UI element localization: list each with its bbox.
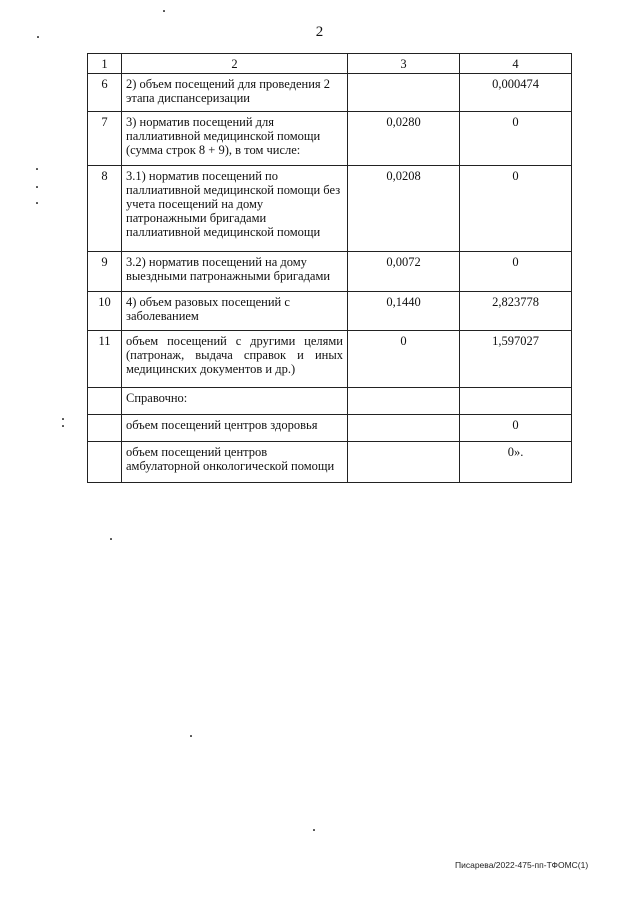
scan-speck (163, 10, 165, 12)
row-value-col4: 0,000474 (460, 74, 572, 112)
row-value-col4: 0». (460, 442, 572, 483)
table-header-row (88, 54, 572, 74)
table-row (88, 74, 572, 112)
scan-speck (36, 202, 38, 204)
row-value-col3 (348, 74, 460, 112)
row-value-col4: 0 (460, 252, 572, 292)
table-row (88, 415, 572, 442)
row-description: 3) норматив посещений для паллиативной медицинской помощи (сумма строк 8 + 9), в том числе: (122, 112, 348, 166)
row-value-col4: 0 (460, 415, 572, 442)
row-number: 7 (88, 112, 122, 166)
scan-speck (110, 538, 112, 540)
scan-speck (36, 186, 38, 188)
header-col-2: 2 (122, 54, 348, 74)
row-value-col3: 0,0208 (348, 166, 460, 252)
row-number (88, 388, 122, 415)
scan-speck (62, 418, 64, 420)
row-description: объем посещений центров здоровья (122, 415, 348, 442)
table-row (88, 292, 572, 331)
scan-speck (62, 425, 64, 427)
row-number: 8 (88, 166, 122, 252)
table-row (88, 331, 572, 388)
row-description: объем посещений центров амбулаторной онкологической помощи (122, 442, 348, 483)
document-id-footer: Писарева/2022-475-пп-ТФОМС(1) (455, 860, 589, 870)
header-col-4: 4 (460, 54, 572, 74)
row-number: 11 (88, 331, 122, 388)
row-value-col3: 0 (348, 331, 460, 388)
scan-speck (190, 735, 192, 737)
row-value-col3 (348, 415, 460, 442)
row-value-col4: 0 (460, 166, 572, 252)
table-row (88, 166, 572, 252)
row-description: Справочно: (122, 388, 348, 415)
row-description: 3.2) норматив посещений на дому выездными патронажными бригадами (122, 252, 348, 292)
row-value-col3 (348, 388, 460, 415)
row-value-col4: 2,823778 (460, 292, 572, 331)
row-description: объем посещений с другими целями (патронаж, выдача справок и иных медицинских документов и др.) (122, 331, 348, 388)
row-value-col3: 0,0280 (348, 112, 460, 166)
row-value-col4: 0 (460, 112, 572, 166)
row-description: 4) объем разовых посещений с заболеванием (122, 292, 348, 331)
row-value-col3: 0,1440 (348, 292, 460, 331)
header-col-1: 1 (88, 54, 122, 74)
row-number: 10 (88, 292, 122, 331)
table-row (88, 442, 572, 483)
scan-speck (36, 168, 38, 170)
scan-speck (37, 36, 39, 38)
norms-table (87, 53, 572, 483)
scan-speck (313, 829, 315, 831)
row-number: 6 (88, 74, 122, 112)
row-value-col4 (460, 388, 572, 415)
row-number (88, 415, 122, 442)
header-col-3: 3 (348, 54, 460, 74)
table-row (88, 252, 572, 292)
row-number (88, 442, 122, 483)
row-description: 2) объем посещений для проведения 2 этапа диспансеризации (122, 74, 348, 112)
row-value-col3: 0,0072 (348, 252, 460, 292)
table-row-reference-heading (88, 388, 572, 415)
row-number: 9 (88, 252, 122, 292)
page-number: 2 (315, 24, 324, 40)
row-value-col4: 1,597027 (460, 331, 572, 388)
row-description: 3.1) норматив посещений по паллиативной медицинской помощи без учета посещений на дому патронажными бригадами паллиативной медицинской помощи (122, 166, 348, 252)
row-value-col3 (348, 442, 460, 483)
table-row (88, 112, 572, 166)
